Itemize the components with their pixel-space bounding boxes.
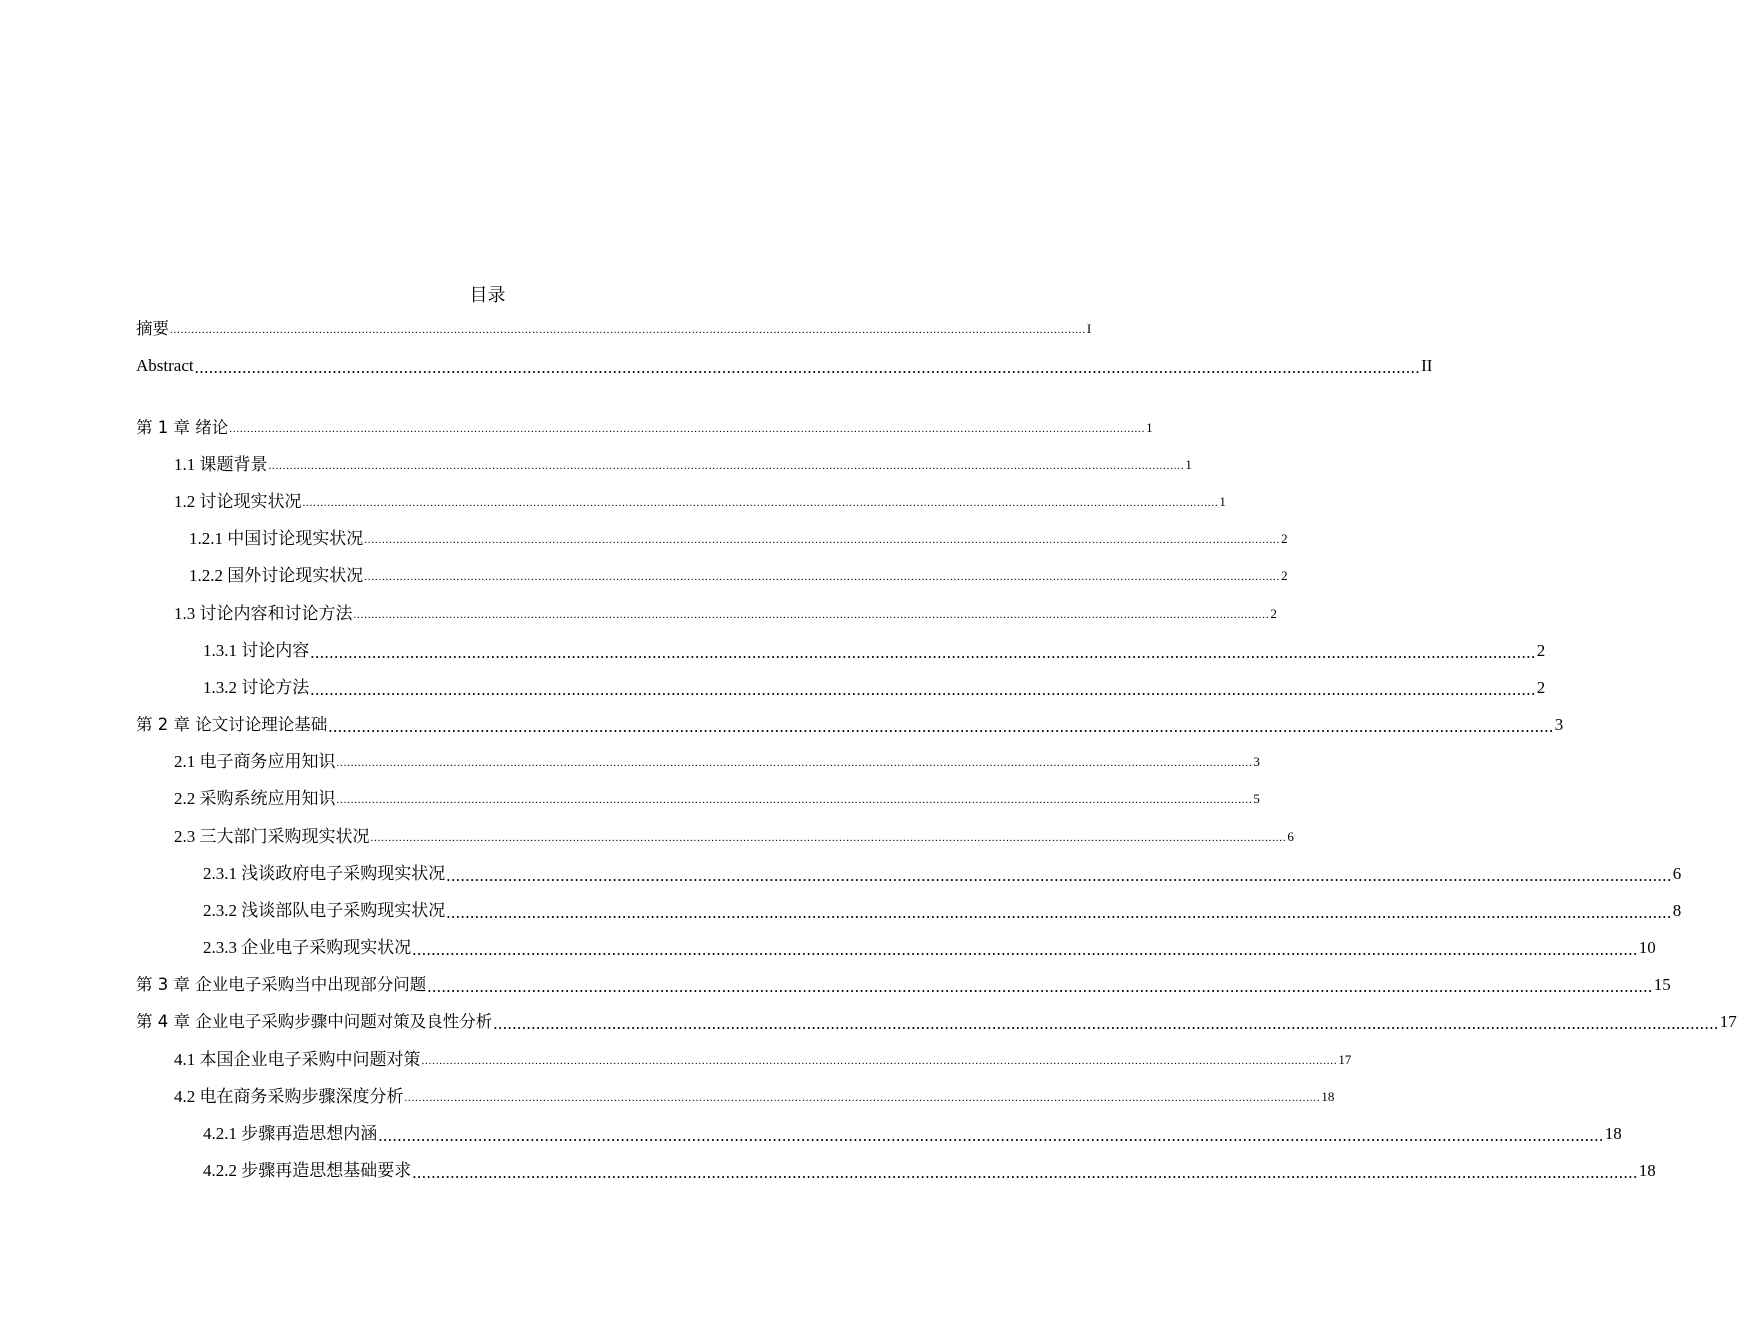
toc-entry-abstract-cn[interactable]: [136, 314, 1092, 340]
toc-leader: ..................................................................................................................................................................................................................................................................: [353, 609, 1270, 621]
toc-entry-section-2-3-2[interactable]: [203, 896, 1682, 922]
toc-entry-chapter-4[interactable]: [136, 1007, 1737, 1033]
toc-leader: ..................................................................................................................................................................................................................................................................: [412, 940, 1638, 959]
toc-page-number: II: [1421, 356, 1433, 375]
toc-page-number: 15: [1653, 975, 1671, 994]
toc-entry-section-1-2-1[interactable]: [189, 524, 1288, 550]
toc-title: 目录: [469, 285, 506, 306]
toc-leader: ..................................................................................................................................................................................................................................................................: [404, 1092, 1321, 1104]
toc-entry-label: 2.3 三大部门采购现实状况: [174, 827, 370, 846]
toc-page-number: 6: [1672, 864, 1682, 883]
toc-leader: ..................................................................................................................................................................................................................................................................: [427, 977, 1653, 996]
toc-page-number: 18: [1638, 1161, 1656, 1180]
toc-leader: ..................................................................................................................................................................................................................................................................: [229, 423, 1146, 435]
toc-page-number: 2: [1536, 678, 1546, 697]
toc-leader: ..................................................................................................................................................................................................................................................................: [310, 643, 1536, 662]
toc-leader: ..................................................................................................................................................................................................................................................................: [170, 324, 1086, 336]
toc-entry-section-4-2-2[interactable]: [203, 1156, 1656, 1182]
toc-page-number: 2: [1270, 606, 1277, 621]
toc-entry-section-1-3-2[interactable]: [203, 673, 1546, 699]
toc-entry-section-2-2[interactable]: [174, 784, 1260, 810]
toc-page-number: 17: [1338, 1052, 1352, 1067]
toc-entry-section-2-3[interactable]: [174, 822, 1294, 848]
toc-leader: ..................................................................................................................................................................................................................................................................: [364, 534, 1281, 546]
toc-entry-label: 1.3 讨论内容和讨论方法: [174, 604, 353, 623]
toc-entry-label: 2.3.1 浅谈政府电子采购现实状况: [203, 864, 446, 883]
toc-entry-section-4-1[interactable]: [174, 1045, 1352, 1071]
toc-entry-section-2-1[interactable]: [174, 747, 1260, 773]
toc-entry-chapter-3[interactable]: [136, 970, 1671, 996]
toc-page-number: 5: [1253, 791, 1260, 806]
toc-leader: ..................................................................................................................................................................................................................................................................: [302, 497, 1219, 509]
toc-entry-section-4-2-1[interactable]: [203, 1119, 1622, 1145]
toc-leader: ..................................................................................................................................................................................................................................................................: [493, 1014, 1719, 1033]
toc-page-number: 2: [1281, 568, 1288, 583]
toc-page-number: 10: [1638, 938, 1656, 957]
toc-page-number: 8: [1672, 901, 1682, 920]
toc-page-number: 3: [1554, 715, 1564, 734]
toc-leader: ..................................................................................................................................................................................................................................................................: [370, 832, 1287, 844]
toc-entry-label: 4.2.1 步骤再造思想内涵: [203, 1124, 378, 1143]
toc-leader: ..................................................................................................................................................................................................................................................................: [378, 1126, 1604, 1145]
toc-entry-label: 第 3 章 企业电子采购当中出现部分问题: [136, 975, 427, 994]
toc-page-number: 2: [1281, 531, 1288, 546]
toc-page-number: 6: [1287, 829, 1294, 844]
toc-page-number: 1: [1146, 420, 1153, 435]
toc-entry-label: 1.2 讨论现实状况: [174, 492, 302, 511]
toc-entry-label: 2.3.3 企业电子采购现实状况: [203, 938, 412, 957]
toc-entry-label: 2.1 电子商务应用知识: [174, 752, 336, 771]
toc-leader: ..................................................................................................................................................................................................................................................................: [194, 358, 1421, 377]
toc-page-number: I: [1086, 321, 1092, 336]
toc-entry-label: 1.3.1 讨论内容: [203, 641, 310, 660]
toc-entry-label: 1.3.2 讨论方法: [203, 678, 310, 697]
toc-entry-section-4-2[interactable]: [174, 1082, 1335, 1108]
toc-page-number: 18: [1321, 1089, 1335, 1104]
toc-entry-label: 2.2 采购系统应用知识: [174, 789, 336, 808]
toc-page-number: 18: [1604, 1124, 1622, 1143]
toc-entry-abstract-en[interactable]: [136, 351, 1433, 377]
toc-entry-section-1-2-2[interactable]: [189, 561, 1288, 587]
toc-page-number: 1: [1219, 494, 1226, 509]
toc-leader: ..................................................................................................................................................................................................................................................................: [412, 1163, 1638, 1182]
toc-entry-label: 1.2.2 国外讨论现实状况: [189, 566, 364, 585]
toc-entry-label: 第 1 章 绪论: [136, 418, 229, 437]
toc-entry-label: 1.1 课题背景: [174, 455, 268, 474]
toc-leader: ..................................................................................................................................................................................................................................................................: [336, 794, 1253, 806]
toc-leader: ..................................................................................................................................................................................................................................................................: [364, 571, 1281, 583]
toc-page-number: 17: [1719, 1012, 1737, 1031]
toc-entry-label: 摘要: [136, 319, 169, 338]
toc-entry-section-2-3-3[interactable]: [203, 933, 1656, 959]
toc-entry-section-1-3-1[interactable]: [203, 636, 1546, 662]
toc-entry-section-1-3[interactable]: [174, 599, 1277, 625]
toc-entry-chapter-1[interactable]: [136, 413, 1153, 439]
toc-entry-chapter-2[interactable]: [136, 710, 1564, 736]
toc-entry-label: Abstract: [136, 356, 194, 375]
toc-page-number: 1: [1185, 457, 1192, 472]
toc-entry-label: 1.2.1 中国讨论现实状况: [189, 529, 364, 548]
toc-entry-section-2-3-1[interactable]: [203, 859, 1682, 885]
toc-entry-label: 第 4 章 企业电子采购步骤中问题对策及良性分析: [136, 1012, 493, 1031]
toc-entry-label: 4.2.2 步骤再造思想基础要求: [203, 1161, 412, 1180]
toc-leader: ..................................................................................................................................................................................................................................................................: [446, 903, 1672, 922]
toc-leader: ..................................................................................................................................................................................................................................................................: [336, 757, 1253, 769]
toc-entry-section-1-2[interactable]: [174, 487, 1226, 513]
toc-leader: ..................................................................................................................................................................................................................................................................: [268, 460, 1185, 472]
toc-leader: ..................................................................................................................................................................................................................................................................: [446, 866, 1672, 885]
toc-entry-label: 4.1 本国企业电子采购中问题对策: [174, 1050, 421, 1069]
toc-leader: ..................................................................................................................................................................................................................................................................: [421, 1055, 1338, 1067]
toc-page-number: 2: [1536, 641, 1546, 660]
toc-leader: ..................................................................................................................................................................................................................................................................: [328, 717, 1554, 736]
toc-entry-section-1-1[interactable]: [174, 450, 1192, 476]
toc-page-number: 3: [1253, 754, 1260, 769]
toc-entry-label: 第 2 章 论文讨论理论基础: [136, 715, 328, 734]
toc-entry-label: 4.2 电在商务采购步骤深度分析: [174, 1087, 404, 1106]
toc-entry-label: 2.3.2 浅谈部队电子采购现实状况: [203, 901, 446, 920]
toc-leader: ..................................................................................................................................................................................................................................................................: [310, 680, 1536, 699]
